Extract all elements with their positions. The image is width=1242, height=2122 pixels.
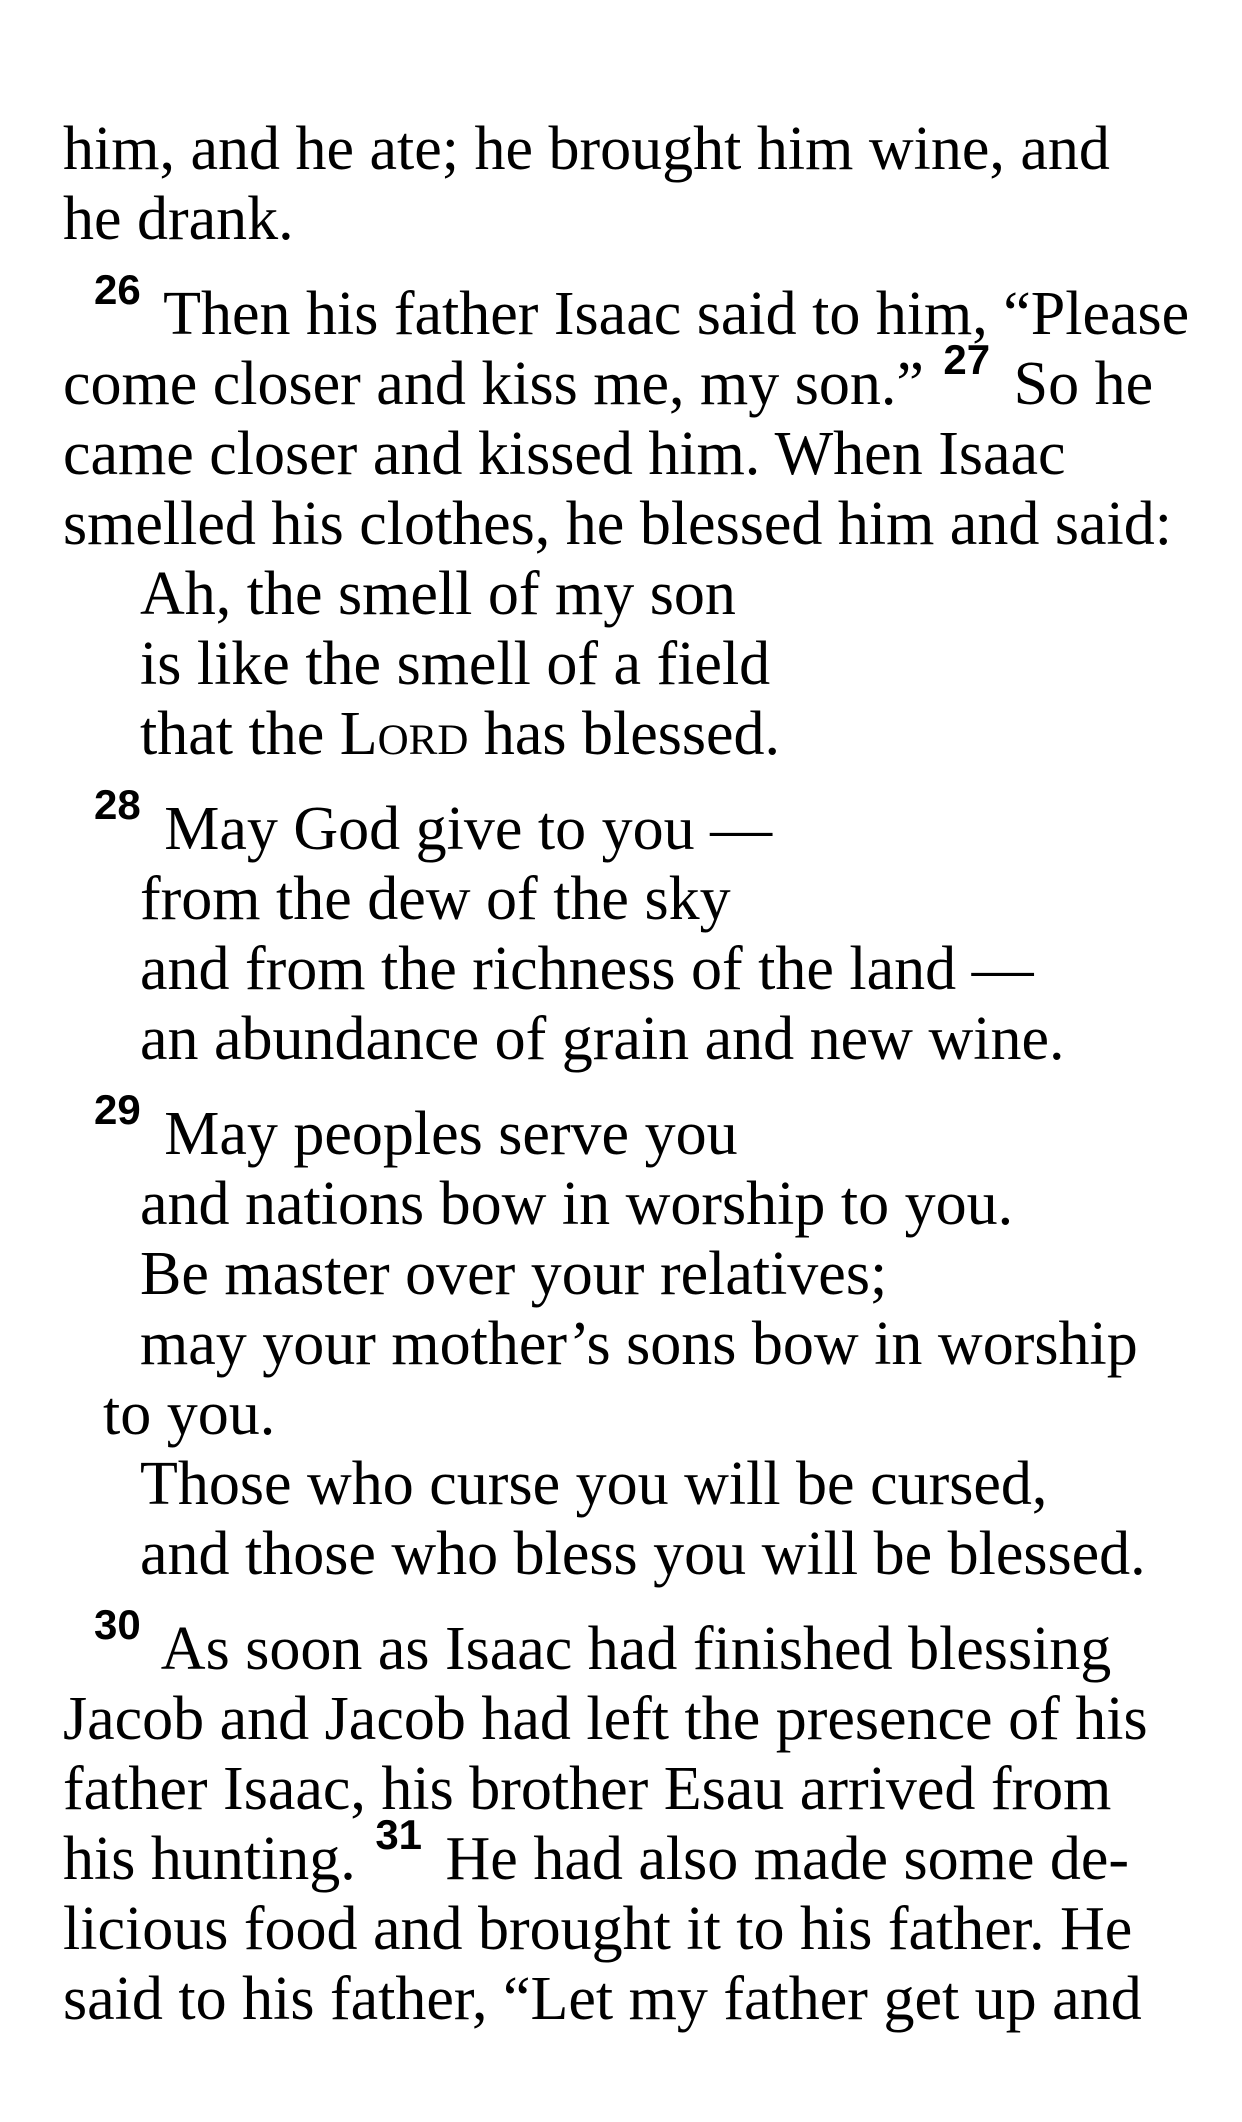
text-line — [63, 184, 1212, 254]
poetry-line — [63, 1309, 1212, 1379]
text-segment: father Isaac, his brother Esau arrived from — [63, 1755, 1112, 1823]
text-segment: him, and he ate; he brought him wine, and — [63, 115, 1110, 183]
text-segment: to you. — [103, 1380, 276, 1448]
text-segment: So he — [998, 350, 1154, 418]
text-line — [63, 419, 1212, 489]
text-segment: and those who bless you will be blessed. — [140, 1520, 1146, 1588]
verse-number: 26 — [94, 266, 141, 313]
text-line — [63, 1754, 1212, 1824]
text-line — [63, 489, 1212, 559]
text-line — [63, 114, 1212, 184]
text-segment: he drank. — [63, 185, 294, 253]
text-segment: is like the smell of a field — [140, 630, 771, 698]
text-segment: and nations bow in worship to you. — [140, 1170, 1014, 1238]
text-segment: May peoples serve you — [148, 1100, 738, 1168]
text-segment: Then his father Isaac said to him, “Please — [148, 280, 1190, 348]
poetry-line — [63, 1004, 1212, 1074]
poetry-line — [63, 699, 1212, 769]
text-segment: from the dew of the sky — [140, 865, 731, 933]
scripture-text-lines — [63, 114, 1212, 2034]
text-line — [63, 1086, 1212, 1169]
text-segment: smelled his clothes, he blessed him and said: — [63, 490, 1172, 558]
text-segment: may your mother’s sons bow in worship — [140, 1310, 1138, 1378]
text-line — [63, 1684, 1212, 1754]
text-segment: that the — [140, 700, 340, 768]
text-segment: his hunting. — [63, 1825, 372, 1893]
poetry-line — [63, 1239, 1212, 1309]
verse-number: 31 — [375, 1811, 423, 1858]
poetry-line — [63, 1519, 1212, 1589]
text-segment: Ah, the smell of my son — [140, 560, 736, 628]
text-segment: Jacob and Jacob had left the presence of his — [63, 1685, 1148, 1753]
text-line — [63, 1601, 1212, 1684]
text-segment: came closer and kissed him. When Isaac — [63, 420, 1066, 488]
text-line — [63, 266, 1212, 349]
poetry-line — [63, 1449, 1212, 1519]
verse-number: 29 — [94, 1086, 141, 1133]
poetry-line — [63, 934, 1212, 1004]
text-segment: has blessed. — [468, 700, 781, 768]
divine-name-small-caps: Lord — [339, 700, 469, 768]
poetry-line — [63, 629, 1212, 699]
poetry-line — [63, 1379, 1212, 1449]
text-line — [63, 336, 1212, 419]
text-segment: said to his father, “Let my father get up and — [63, 1965, 1142, 2033]
verse-number: 27 — [943, 336, 991, 383]
poetry-line — [63, 864, 1212, 934]
text-segment: licious food and brought it to his father. He — [63, 1895, 1133, 1963]
text-segment: come closer and kiss me, my son.” — [63, 350, 940, 418]
text-line — [63, 1964, 1212, 2034]
text-segment: Be master over your relatives; — [140, 1240, 888, 1308]
text-line — [63, 1811, 1212, 1894]
poetry-line — [63, 1169, 1212, 1239]
text-segment: Those who curse you will be cursed, — [140, 1450, 1048, 1518]
text-segment: May God give to you — — [148, 795, 773, 863]
text-segment: and from the richness of the land — — [140, 935, 1034, 1003]
text-line — [63, 1894, 1212, 1964]
text-segment: an abundance of grain and new wine. — [140, 1005, 1065, 1073]
poetry-line — [63, 559, 1212, 629]
text-segment: He had also made some de- — [430, 1825, 1130, 1893]
verse-number: 30 — [94, 1601, 141, 1648]
text-line — [63, 781, 1212, 864]
verse-number: 28 — [94, 781, 141, 828]
text-segment: As soon as Isaac had finished blessing — [148, 1615, 1112, 1683]
